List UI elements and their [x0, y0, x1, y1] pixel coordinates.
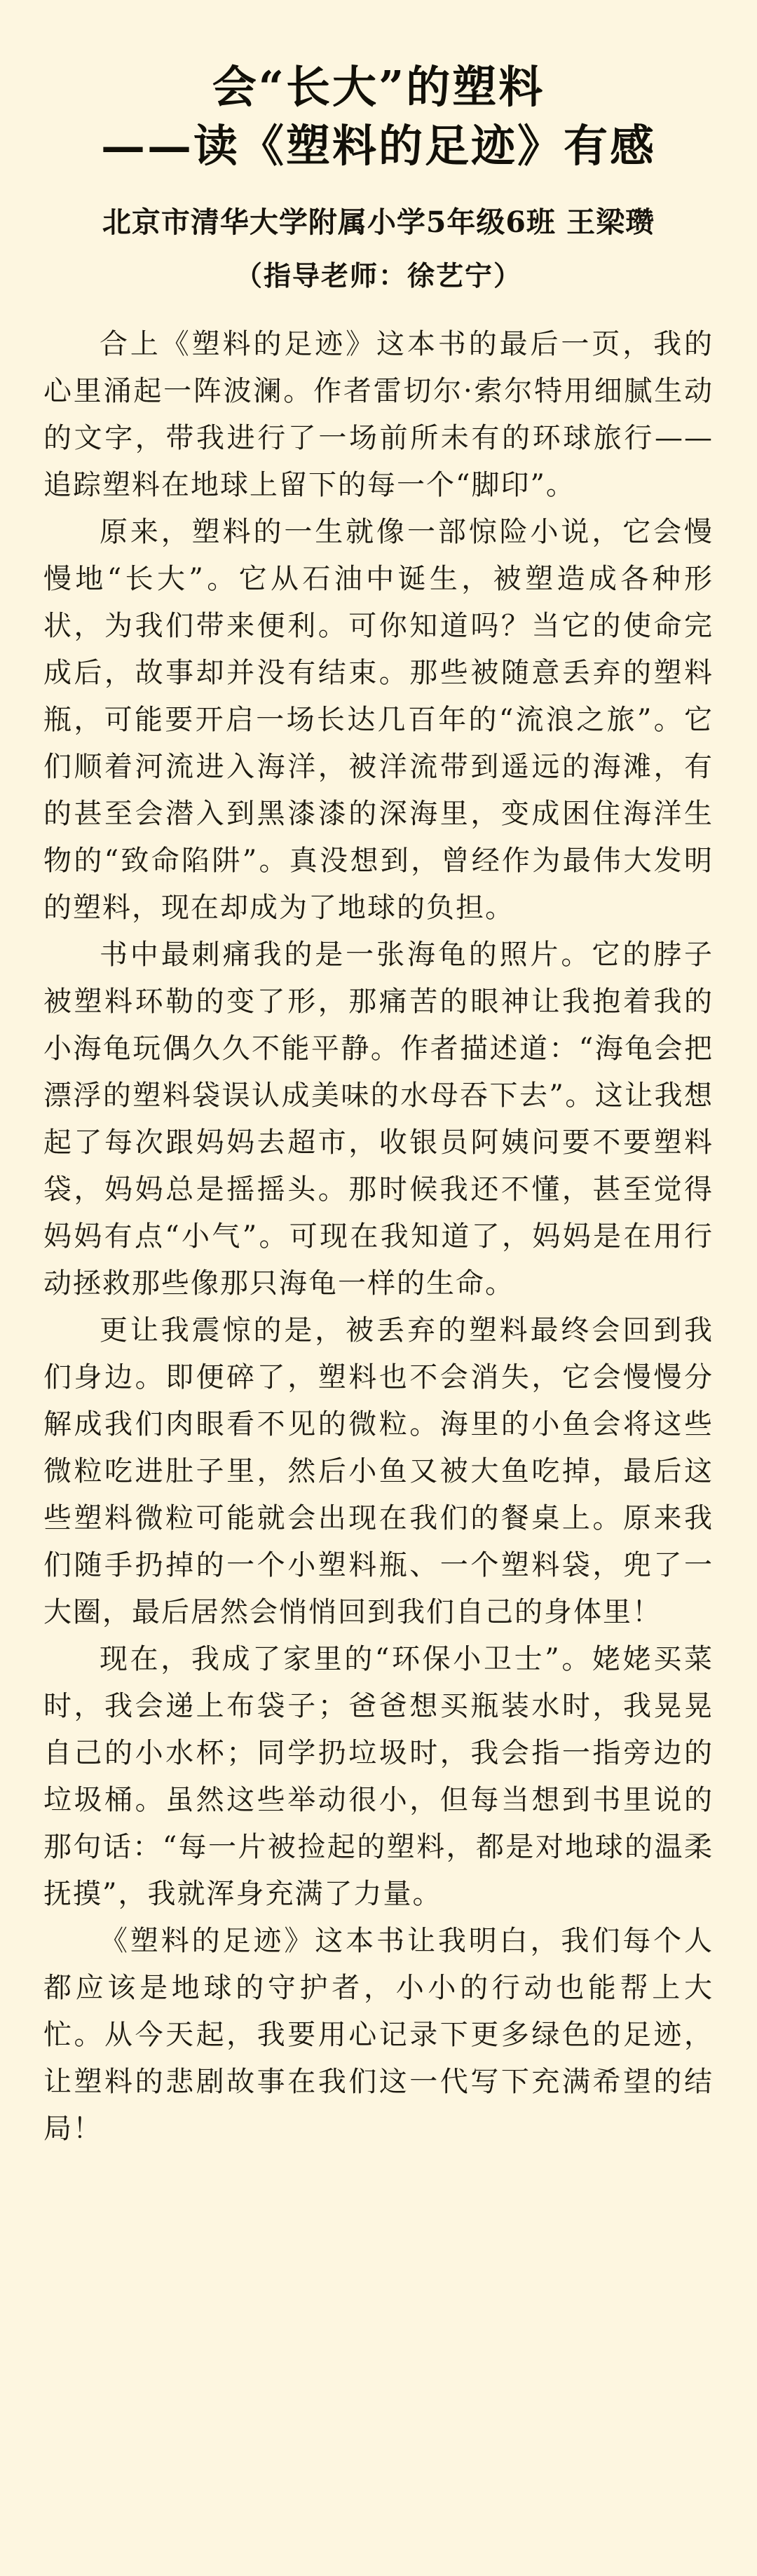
- body-paragraph-1: 合上《塑料的足迹》这本书的最后一页，我的心里涌起一阵波澜。作者雷切尔·索尔特用细腻生动的文字，带我进行了一场前所未有的环球旅行——追踪塑料在地球上留下的每一个“脚印”。: [43, 328, 714, 501]
- body-paragraph-6: 《塑料的足迹》这本书让我明白，我们每个人都应该是地球的守护者，小小的行动也能帮上大忙。从今天起，我要用心记录下更多绿色的足迹，让塑料的悲剧故事在我们这一代写下充满希望的结局！: [43, 1925, 714, 2145]
- body-paragraph-5: 现在，我成了家里的“环保小卫士”。姥姥买菜时，我会递上布袋子；爸爸想买瓶装水时，我晃晃自己的小水杯；同学扔垃圾时，我会指一指旁边的垃圾桶。虽然这些举动很小，但每当想到书里说的那句话：“每一片被捡起的塑料，都是对地球的温柔抚摸”，我就浑身充满了力量。: [43, 1643, 714, 1910]
- body-paragraph-2: 原来，塑料的一生就像一部惊险小说，它会慢慢地“长大”。它从石油中诞生，被塑造成各种形状，为我们带来便利。可你知道吗？当它的使命完成后，故事却并没有结束。那些被随意丢弃的塑料瓶，可能要开启一场长达几百年的“流浪之旅”。它们顺着河流进入海洋，被洋流带到遥远的海滩，有的甚至会潜入到黑漆漆的深海里，变成困住海洋生物的“致命陷阱”。真没想到，曾经作为最伟大发明的塑料，现在却成为了地球的负担。: [43, 516, 714, 924]
- teacher-credit: （指导老师：徐艺宁）: [234, 260, 522, 292]
- author-byline: 北京市清华大学附属小学5年级6班 王梁瓒: [102, 205, 655, 239]
- essay-title-line-1: 会“长大”的塑料: [212, 61, 545, 113]
- essay-title-line-2: ——读《塑料的足迹》有感: [101, 120, 656, 172]
- body-paragraph-4: 更让我震惊的是，被丢弃的塑料最终会回到我们身边。即便碎了，塑料也不会消失，它会慢慢分解成我们肉眼看不见的微粒。海里的小鱼会将这些微粒吃进肚子里，然后小鱼又被大鱼吃掉，最后这些塑料微粒可能就会出现在我们的餐桌上。原来我们随手扔掉的一个小塑料瓶、一个塑料袋，兜了一大圈，最后居然会悄悄回到我们自己的身体里！: [43, 1314, 714, 1628]
- essay-body: [43, 321, 714, 2153]
- essay-title: [43, 57, 714, 175]
- body-paragraph-3: 书中最刺痛我的是一张海龟的照片。它的脖子被塑料环勒的变了形，那痛苦的眼神让我抱着我的小海龟玩偶久久不能平静。作者描述道：“海龟会把漂浮的塑料袋误认成美味的水母吞下去”。这让我想起了每次跟妈妈去超市，收银员阿姨问要不要塑料袋，妈妈总是摇摇头。那时候我还不懂，甚至觉得妈妈有点“小气”。可现在我知道了，妈妈是在用行动拯救那些像那只海龟一样的生命。: [43, 939, 714, 1300]
